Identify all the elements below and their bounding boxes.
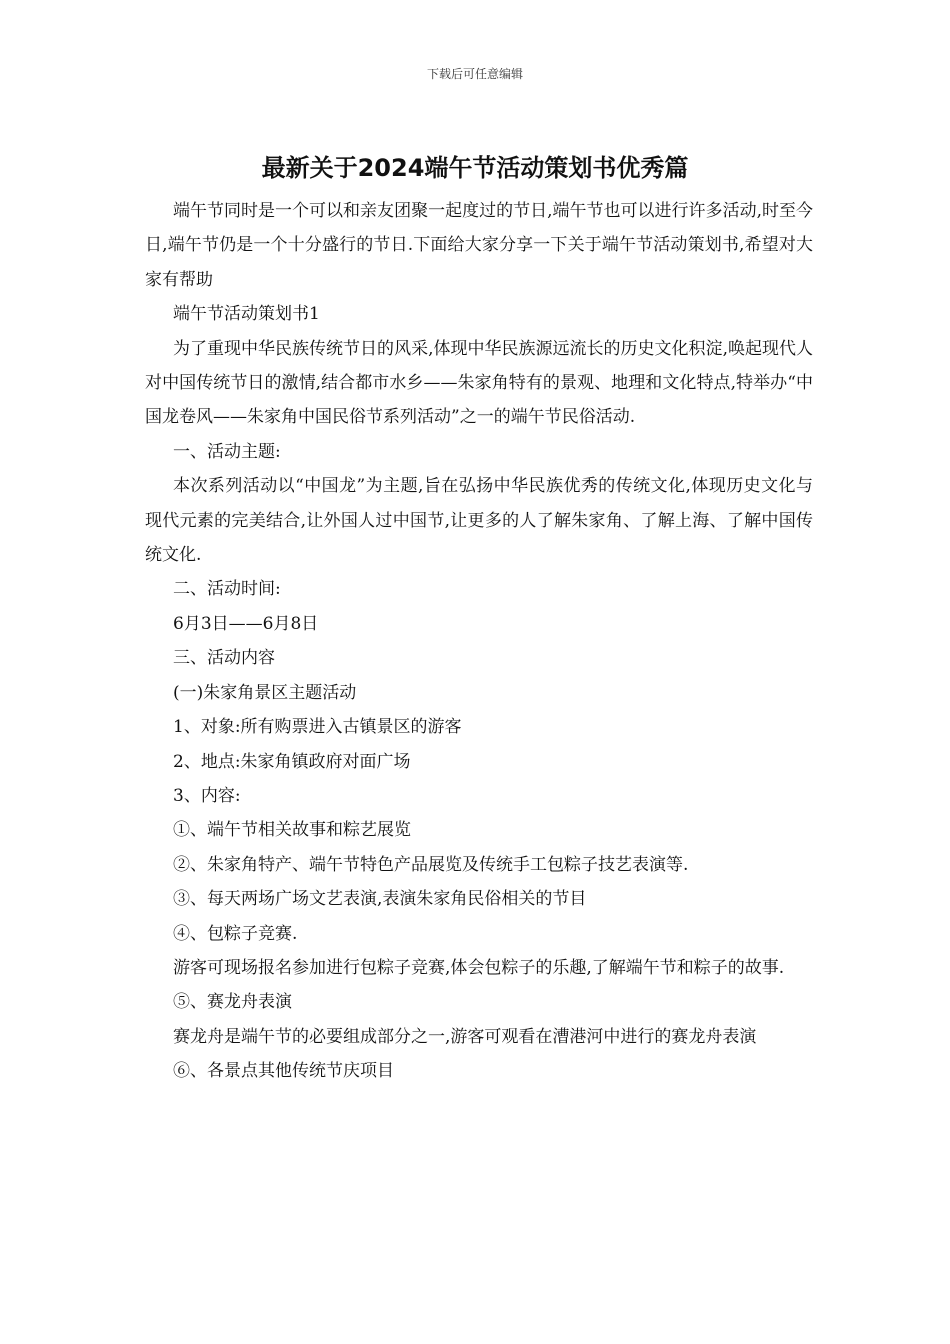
list-item: 3、内容: bbox=[173, 785, 241, 806]
header-note: 下载后可任意编辑 bbox=[426, 67, 523, 81]
list-item: ③、每天两场广场文艺表演,表演朱家角民俗相关的节目 bbox=[173, 889, 587, 910]
list-item: ⑤、赛龙舟表演 bbox=[173, 992, 292, 1013]
list-item: ②、朱家角特产、端午节特色产品展览及传统手工包粽子技艺表演等. bbox=[173, 854, 689, 875]
paragraph: 赛龙舟是端午节的必要组成部分之一,游客可观看在漕港河中进行的赛龙舟表演 bbox=[173, 1026, 757, 1047]
paragraph: 本次系列活动以“中国龙”为主题,旨在弘扬中华民族优秀的传统文化,体现历史文化与现代元素的完美结合,让外国人过中国节,让更多的人了解朱家角、了解上海、了解中国传统文化. bbox=[145, 476, 813, 566]
subsection-heading: (一)朱家角景区主题活动 bbox=[173, 682, 357, 703]
list-item: ④、包粽子竞赛. bbox=[173, 923, 298, 944]
paragraph: 游客可现场报名参加进行包粽子竞赛,体会包粽子的乐趣,了解端午节和粽子的故事. bbox=[173, 957, 785, 978]
paragraph: 6月3日——6月8日 bbox=[173, 613, 319, 634]
list-item: 1、对象:所有购票进入古镇景区的游客 bbox=[173, 717, 462, 738]
section-heading: 二、活动时间: bbox=[173, 579, 281, 600]
document-body bbox=[145, 194, 813, 1089]
list-item: ①、端午节相关故事和粽艺展览 bbox=[173, 820, 411, 841]
section-heading: 三、活动内容 bbox=[173, 648, 275, 669]
list-item: ⑥、各景点其他传统节庆项目 bbox=[173, 1061, 394, 1082]
document-title: 最新关于2024端午节活动策划书优秀篇 bbox=[261, 154, 689, 182]
paragraph: 为了重现中华民族传统节日的风采,体现中华民族源远流长的历史文化积淀,唤起现代人对中国传统节日的激情,结合都市水乡——朱家角特有的景观、地理和文化特点,特举办“中国龙卷风——朱家角中国民俗节系列活动”之一的端午节民俗活动. bbox=[145, 338, 813, 428]
section-heading: 端午节活动策划书1 bbox=[173, 304, 320, 325]
list-item: 2、地点:朱家角镇政府对面广场 bbox=[173, 751, 411, 772]
section-heading: 一、活动主题: bbox=[173, 441, 281, 462]
intro-paragraph: 端午节同时是一个可以和亲友团聚一起度过的节日,端午节也可以进行许多活动,时至今日,端午节仍是一个十分盛行的节日.下面给大家分享一下关于端午节活动策划书,希望对大家有帮助 bbox=[145, 201, 813, 290]
